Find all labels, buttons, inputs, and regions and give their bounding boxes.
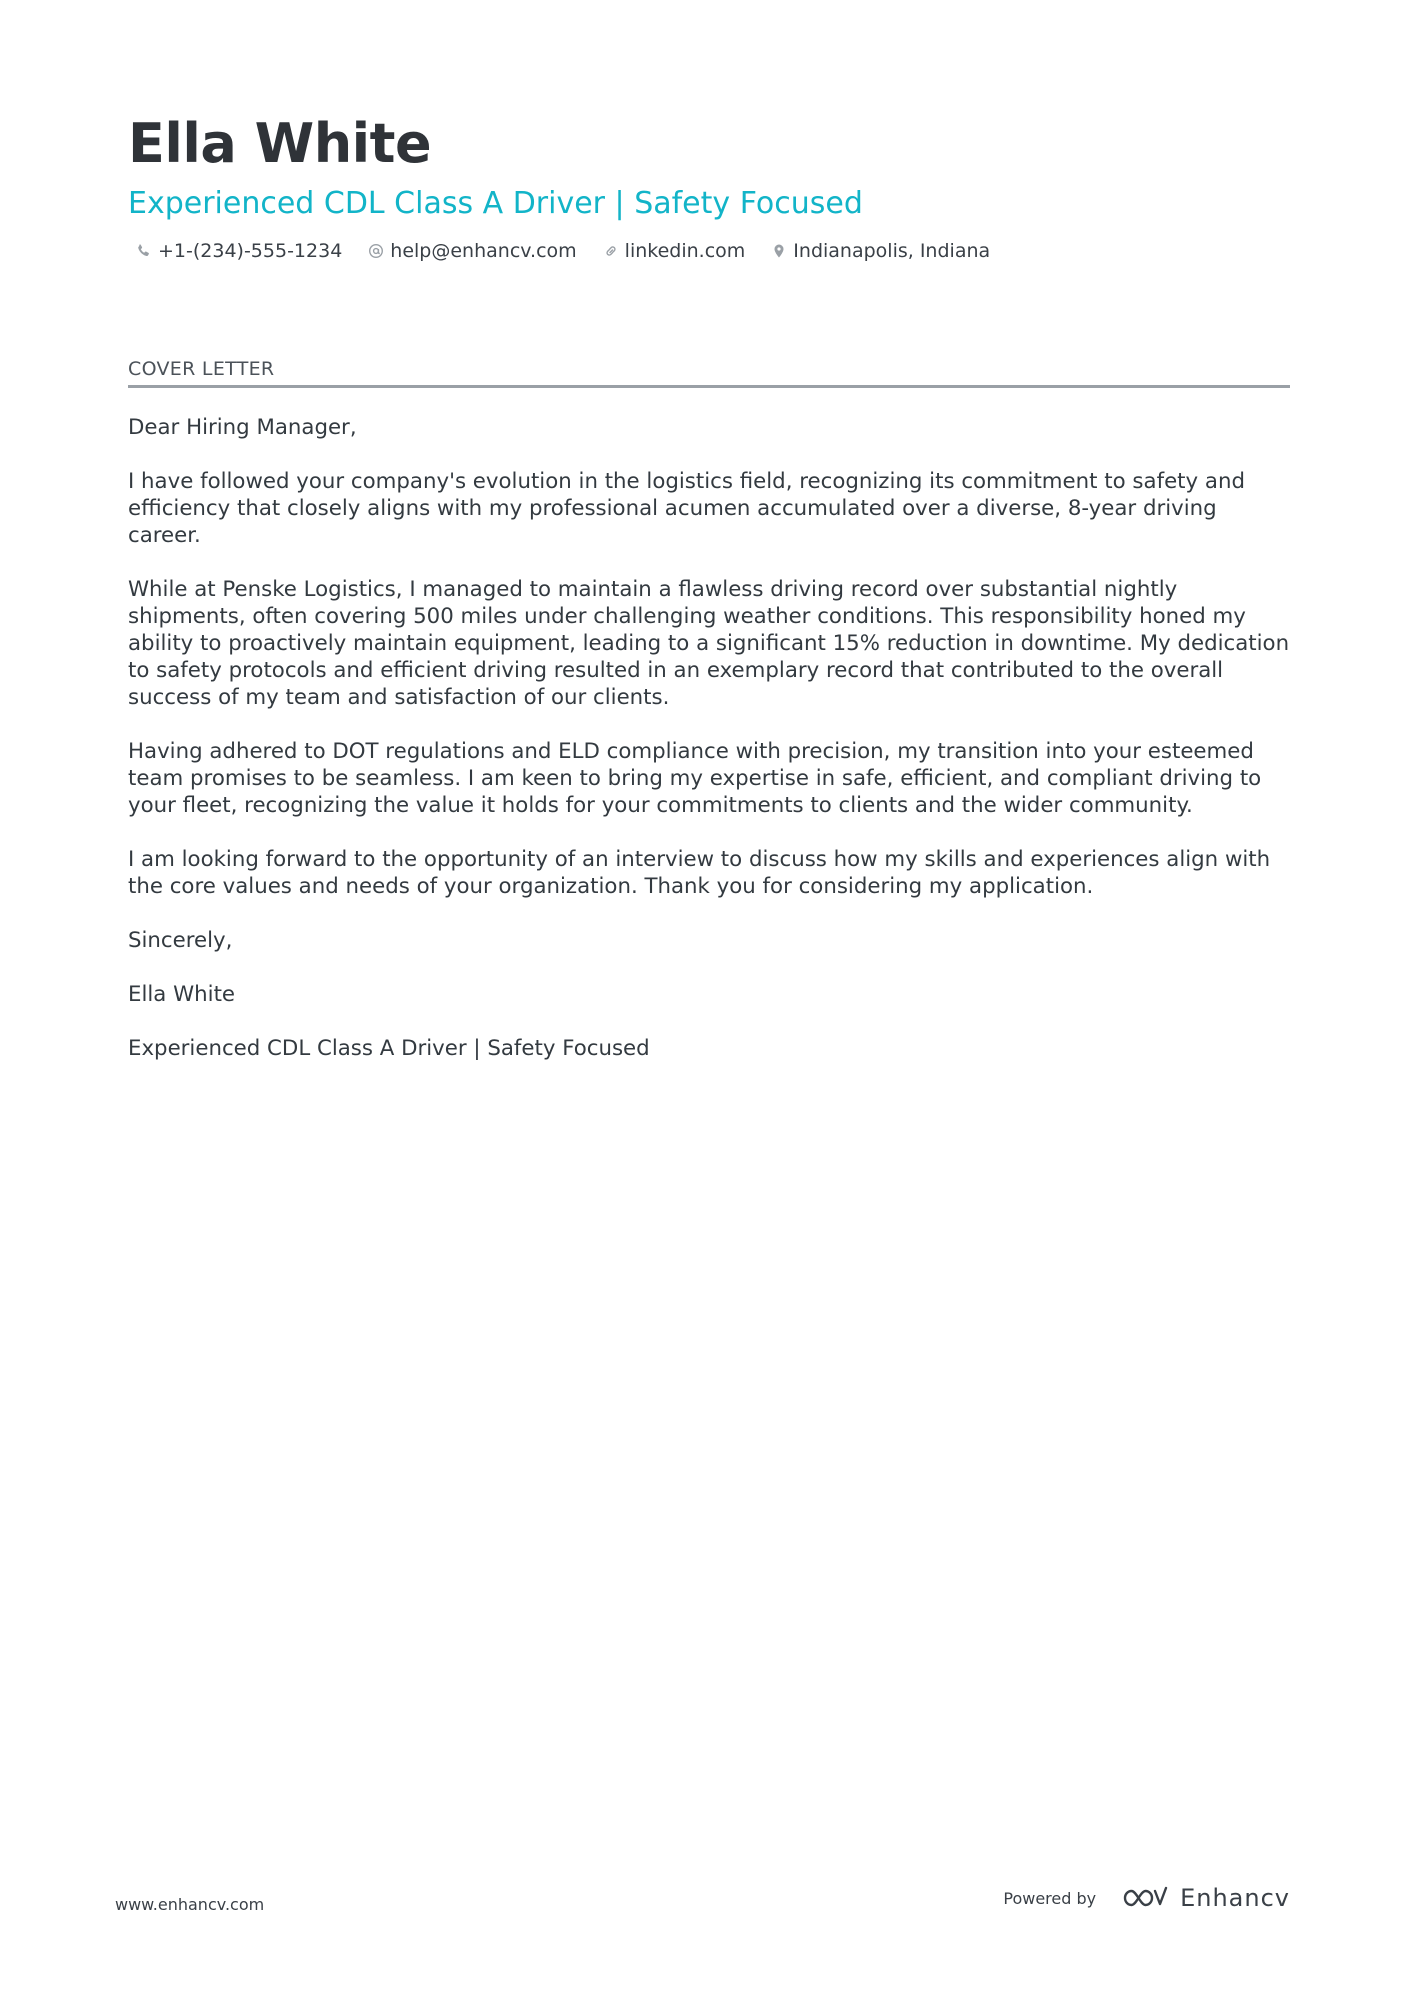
letter-signature-name: Ella White [128, 982, 236, 1007]
phone-icon [136, 243, 152, 259]
letter-signature-title: Experienced CDL Class A Driver | Safety Focused [128, 1036, 650, 1061]
candidate-headline: Experienced CDL Class A Driver | Safety Focused [128, 186, 863, 221]
link-icon [603, 243, 619, 259]
letter-paragraph: I have followed your company's evolution in the logistics field, recognizing its commitment to safety and efficiency that closely aligns with my professional acumen accumulated over a diverse, 8-year driving career. [128, 469, 1245, 548]
letter-paragraph: I am looking forward to the opportunity of an interview to discuss how my skills and experiences align with the core values and needs of your organization. Thank you for considering my application. [128, 847, 1271, 899]
brand-name: Enhancv [1180, 1884, 1290, 1912]
location-text: Indianapolis, Indiana [793, 240, 991, 262]
phone-text: +1-(234)-555-1234 [158, 240, 343, 262]
header [128, 108, 1288, 262]
contact-location [771, 240, 990, 262]
section-title-cover-letter: COVER LETTER [128, 358, 1290, 388]
at-icon [368, 243, 384, 259]
location-pin-icon [771, 243, 787, 259]
linkedin-text[interactable]: linkedin.com [624, 240, 746, 262]
brand-logo[interactable] [1122, 1884, 1290, 1912]
email-text[interactable]: help@enhancv.com [390, 240, 577, 262]
letter-paragraph: While at Penske Logistics, I managed to maintain a flawless driving record over substantial nightly shipments, often covering 500 miles under challenging weather conditions. This responsibility honed my ability to proactively maintain equipment, leading to a significant 15% reduction in downtime. My dedication to safety protocols and efficient driving resulted in an exemplary record that contributed to the overall success of my team and satisfaction of our clients. [128, 577, 1290, 710]
letter-body [128, 414, 1290, 1089]
powered-by-label: Powered by [1003, 1888, 1097, 1908]
contact-linkedin[interactable] [603, 240, 746, 262]
footer-branding [1003, 1884, 1290, 1912]
contact-phone [136, 240, 342, 262]
candidate-name: Ella White [128, 112, 432, 175]
letter-closing: Sincerely, [128, 928, 233, 953]
contact-email[interactable] [368, 240, 576, 262]
enhancv-logo-icon [1122, 1885, 1168, 1911]
letter-greeting: Dear Hiring Manager, [128, 415, 357, 440]
contact-info [136, 240, 1288, 262]
letter-paragraph: Having adhered to DOT regulations and ELD compliance with precision, my transition into your esteemed team promises to be seamless. I am keen to bring my expertise in safe, efficient, and compliant driving to your fleet, recognizing the value it holds for your commitments to clients and the wider community. [128, 739, 1262, 818]
footer-website[interactable]: www.enhancv.com [115, 1895, 265, 1914]
